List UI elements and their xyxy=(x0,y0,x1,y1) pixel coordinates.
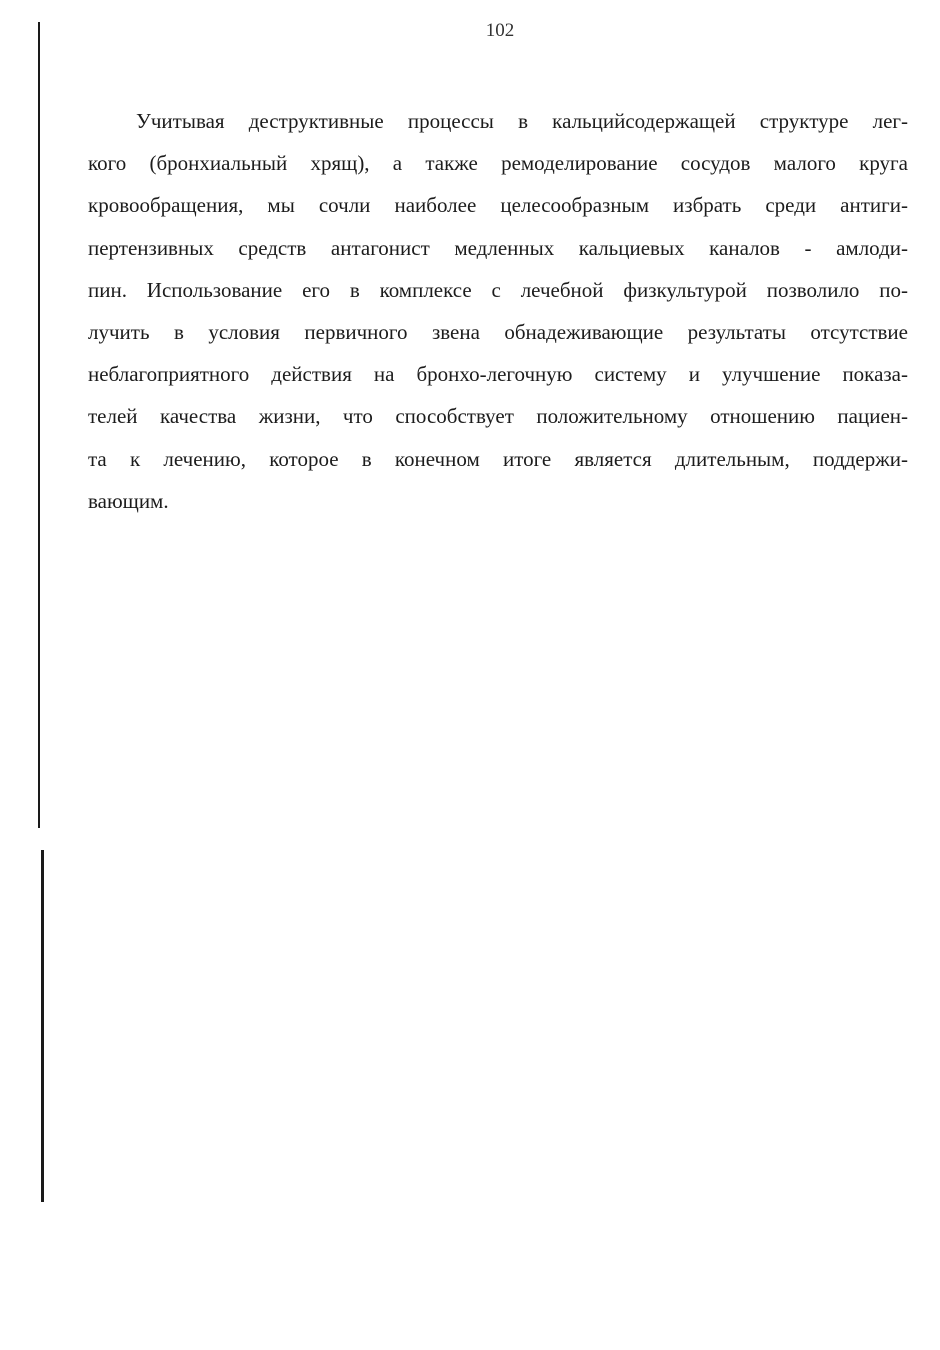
paragraph-line: вающим. xyxy=(88,488,169,513)
paragraph-line: неблагоприятного действия на бронхо-легочную систему и улучшение показа- xyxy=(88,362,908,387)
paragraph-line: Учитывая деструктивные процессы в кальцийсодержащей структуре лег- xyxy=(136,109,908,133)
page-number: 102 xyxy=(485,20,515,41)
paragraph-line: пертензивных средств антагонист медленных кальциевых каналов - амлоди- xyxy=(88,235,908,260)
paragraph-line: пин. Использование его в комплексе с лечебной физкультурой позволило по- xyxy=(88,277,908,302)
paragraph-line: та к лечению, которое в конечном итоге является длительным, поддержи- xyxy=(88,446,908,471)
paragraph-line: кого (бронхиальный хрящ), а также ремоделирование сосудов малого круга xyxy=(88,151,908,176)
binding-line-lower xyxy=(41,850,44,1202)
body-paragraph xyxy=(88,100,908,522)
paragraph-line: телей качества жизни, что способствует положительному отношению пациен- xyxy=(88,404,908,429)
paragraph-line: лучить в условия первичного звена обнадеживающие результаты отсутствие xyxy=(88,319,908,344)
paragraph-line: кровообращения, мы сочли наиболее целесообразным избрать среди антиги- xyxy=(88,193,908,218)
binding-line-upper xyxy=(38,22,40,828)
